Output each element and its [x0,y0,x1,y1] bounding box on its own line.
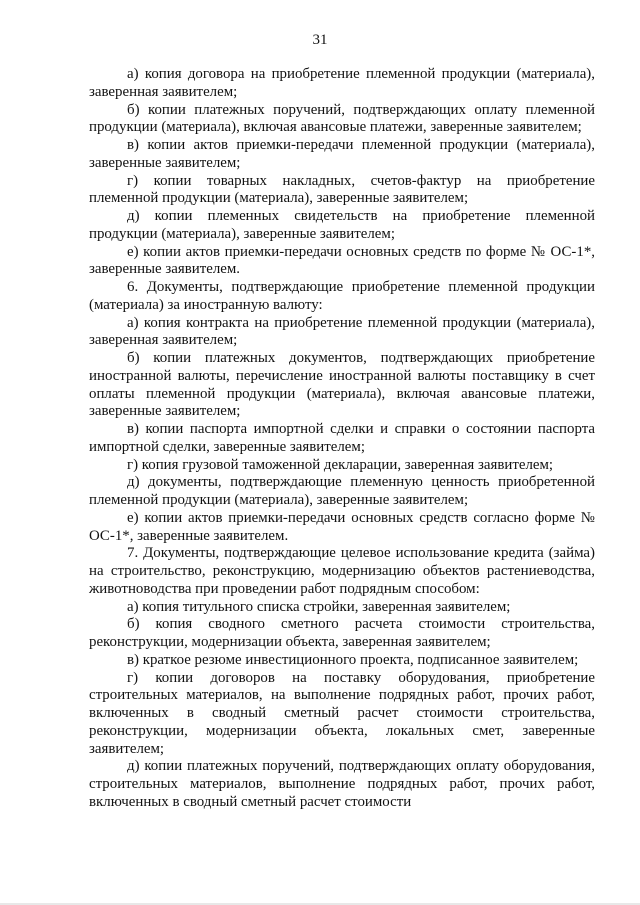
section-heading-6: 6. Документы, подтверждающие приобретение племенной продукции (материала) за иностранную валюту: [89,279,595,313]
paragraph: в) краткое резюме инвестиционного проекта, подписанное заявителем; [127,651,579,668]
paragraph: а) копия титульного списка стройки, заверенная заявителем; [127,598,511,615]
paragraph: г) копии товарных накладных, счетов-фактур на приобретение племенной продукции (материала), заверенные заявителем; [89,172,595,207]
paragraph: б) копия сводного сметного расчета стоимости строительства, реконструкции, модернизации объекта, заверенная заявителем; [89,616,595,650]
paragraph: в) копии актов приемки-передачи племенной продукции (материала), заверенные заявителем; [89,137,595,171]
paragraph: д) копии племенных свидетельств на приобретение племенной продукции (материала), заверенные заявителем; [89,208,595,242]
paragraph: е) копии актов приемки-передачи основных средств согласно форме № ОС-1*, заверенные заявителем. [89,509,595,544]
paragraph: д) документы, подтверждающие племенную ценность приобретенной племенной продукции (материала), заверенные заявителем; [89,474,595,508]
paragraph: б) копии платежных документов, подтверждающих приобретение иностранной валюты, перечисление иностранной валюты поставщику в счет оплаты племенной продукции (материала), включая авансовые платежи, заверенные заявителем; [89,350,595,420]
document-body [89,66,595,812]
section-heading-7: 7. Документы, подтверждающие целевое использование кредита (займа) на строительство, реконструкцию, модернизацию объектов растениеводства, животноводства при проведении работ подрядным способом: [89,545,595,597]
paragraph: г) копии договоров на поставку оборудования, приобретение строительных материалов, на выполнение подрядных работ, прочих работ, включенных в сводный сметный расчет стоимости строительства, реконструкции, модернизации объекта, локальных смет, заверенные заявителем; [89,669,595,757]
page-number: 31 [312,32,328,48]
paragraph: а) копия контракта на приобретение племенной продукции (материала), заверенная заявителем; [89,314,595,349]
paragraph: д) копии платежных поручений, подтверждающих оплату оборудования, строительных материалов, выполнение подрядных работ, прочих работ, включенных в сводный сметный расчет стоимости [89,758,595,810]
paragraph: б) копии платежных поручений, подтверждающих оплату племенной продукции (материала), включая авансовые платежи, заверенные заявителем; [89,101,595,136]
paragraph: г) копия грузовой таможенной декларации, заверенная заявителем; [127,456,554,473]
paragraph: а) копия договора на приобретение племенной продукции (материала), заверенная заявителем; [89,66,595,100]
paragraph: в) копии паспорта импортной сделки и справки о состоянии паспорта импортной сделки, заверенные заявителем; [89,421,595,455]
paragraph: е) копии актов приемки-передачи основных средств по форме № ОС-1*, заверенные заявителем. [89,243,595,278]
